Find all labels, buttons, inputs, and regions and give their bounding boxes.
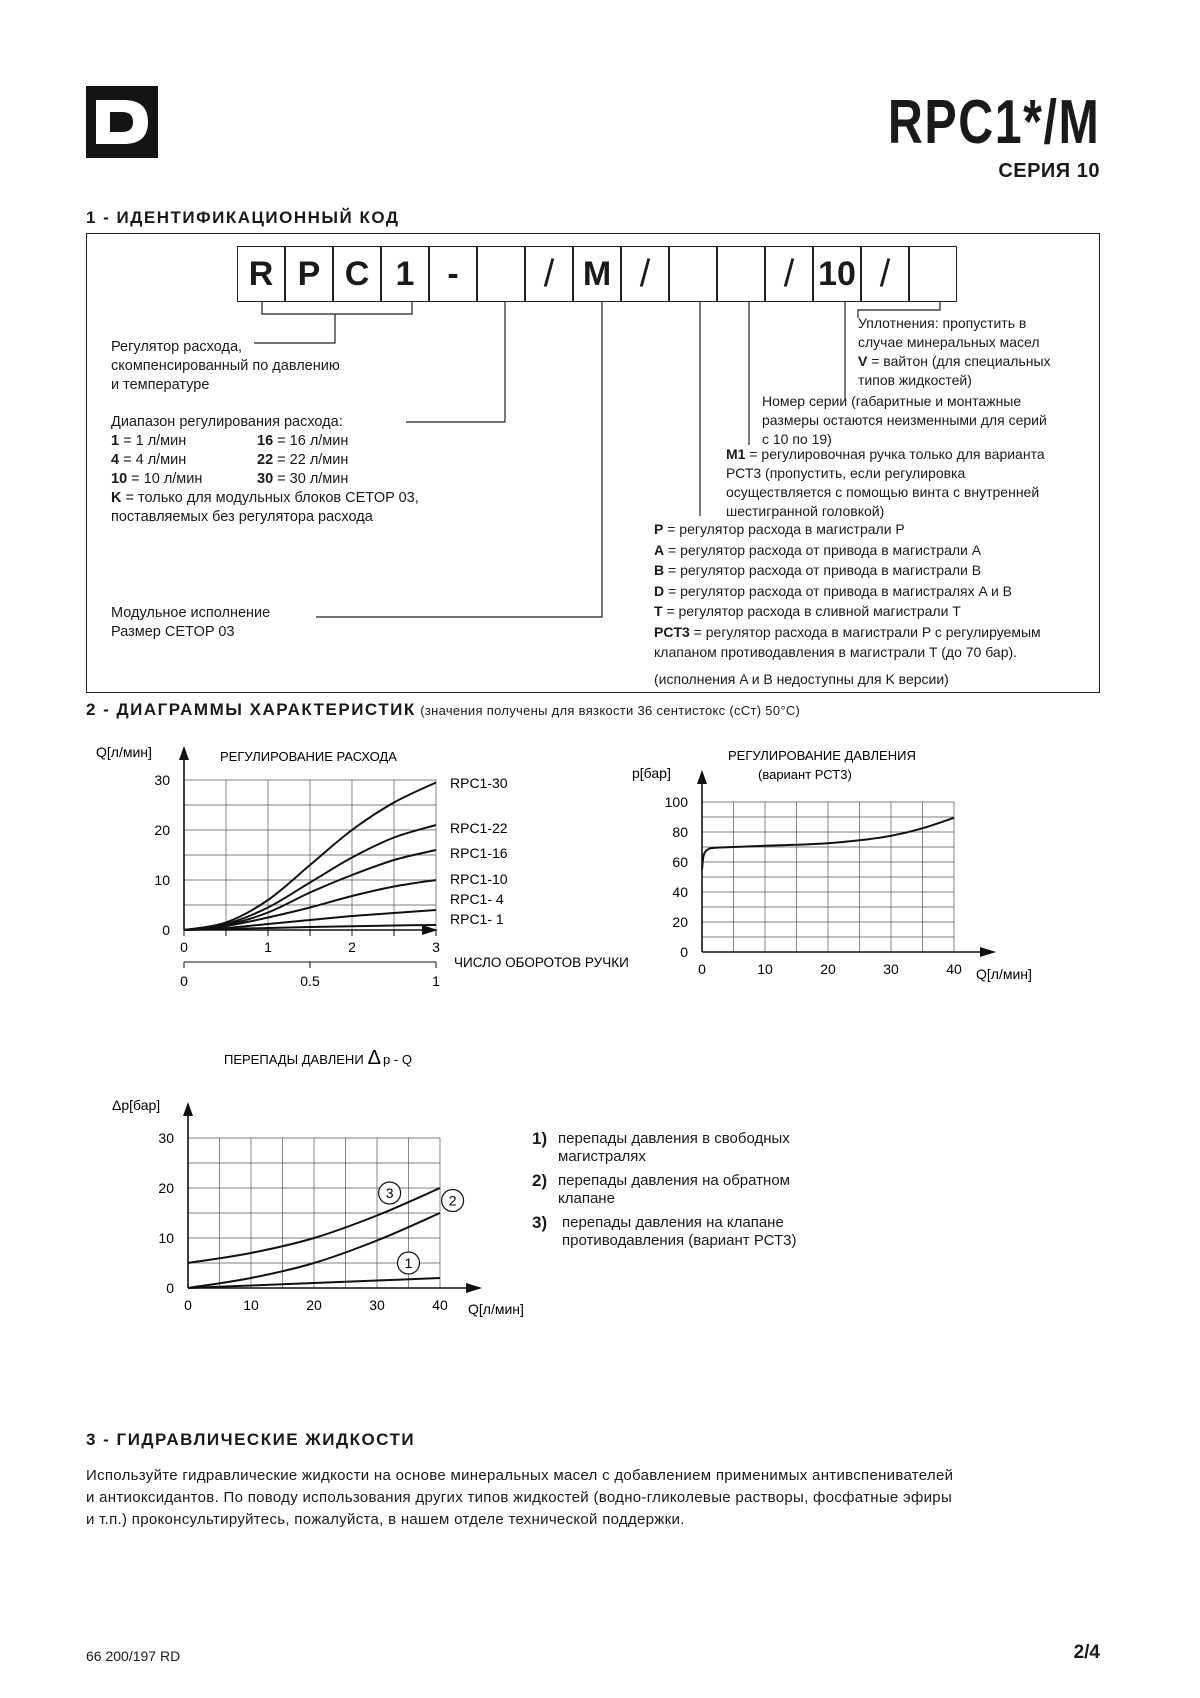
series-label: RPC1-10	[450, 871, 508, 887]
chart-title-tail: p - Q	[383, 1052, 412, 1067]
x-tick-label: 20	[306, 1297, 322, 1313]
y-axis-label: p[бар]	[632, 765, 671, 781]
series-marker-label: 2	[448, 1192, 457, 1209]
series-marker-label: 1	[404, 1255, 413, 1271]
y-tick-label: 30	[158, 1130, 174, 1146]
x-tick-label: 1	[264, 939, 272, 955]
x2-tick-label: 0	[180, 973, 188, 989]
series-label: RPC1- 4	[450, 891, 504, 907]
y-axis-arrow	[697, 770, 707, 784]
x-tick-label: 30	[883, 961, 899, 977]
y-tick-label: 0	[162, 922, 170, 938]
pressure-drop-chart	[86, 1048, 566, 1338]
m1-description: M1 = регулировочная ручка только для варианта РСТ3 (пропустить, если регулировка осуществляется с помощью винта с внутренней шестигранной головкой)	[726, 446, 1045, 519]
y-tick-label: 40	[672, 884, 688, 900]
series-label: RPC1- 1	[450, 911, 504, 927]
pressure-drop-legend	[532, 1130, 797, 1250]
series-label: RPC1-16	[450, 845, 508, 861]
x-tick-label: 0	[698, 961, 706, 977]
x-tick-label: 2	[348, 939, 356, 955]
flow-regulation-chart	[86, 735, 686, 995]
code-cell: P	[285, 246, 333, 302]
series-label: RPC1-30	[450, 775, 508, 791]
series-number-description: Номер серии (габаритные и монтажные размеры остаются неизменными для серий с 10 по 19)	[762, 393, 1047, 447]
x-axis-label: Q[л/мин]	[976, 966, 1032, 982]
model-title: RPC1*/M	[887, 88, 1100, 157]
x-axis-arrow	[466, 1283, 482, 1293]
y-tick-label: 80	[672, 824, 688, 840]
document-code: 66 200/197 RD	[86, 1648, 181, 1664]
y-tick-label: 100	[664, 794, 688, 810]
x-tick-label: 3	[432, 939, 440, 955]
y-tick-label: 0	[680, 944, 688, 960]
x-axis-label: Q[л/мин]	[468, 1301, 524, 1317]
x-axis-arrow	[980, 947, 996, 957]
y-tick-label: 20	[158, 1180, 174, 1196]
code-cell: -	[429, 246, 477, 302]
y-tick-label: 60	[672, 854, 688, 870]
code-cell: /	[621, 246, 669, 302]
series-label: RPC1-22	[450, 820, 508, 836]
seals-description: Уплотнения: пропустить в случае минеральных масел V = вайтон (для специальных типов жидкостей)	[858, 315, 1051, 388]
x-tick-label: 0	[184, 1297, 192, 1313]
x2-tick-label: 1	[432, 973, 440, 989]
chart-title: РЕГУЛИРОВАНИЕ ДАВЛЕНИЯ	[728, 748, 916, 763]
code-cell: /	[861, 246, 909, 302]
code-cell: /	[525, 246, 573, 302]
y-axis-label: Δp[бар]	[112, 1097, 161, 1113]
pressure-regulation-chart	[620, 740, 1110, 1000]
x-tick-label: 30	[369, 1297, 385, 1313]
code-cell: 10	[813, 246, 861, 302]
section2-title: 2 - ДИАГРАММЫ ХАРАКТЕРИСТИК	[86, 700, 416, 719]
fluids-paragraph: Используйте гидравлические жидкости на основе минеральных масел с добавлением применимых антивспенивателей и антиоксидантов. По поводу использования других типов жидкостей (водно-гликолевые растворы, фосфатные эфиры и т.п.) проконсультируйтесь, пожалуйста, в нашем отделе технической поддержки.	[86, 1467, 954, 1528]
y-tick-label: 30	[154, 772, 170, 788]
x-tick-label: 0	[180, 939, 188, 955]
legend-item-2: 2) перепады давления на обратном клапане	[532, 1171, 790, 1207]
code-cell: R	[237, 246, 285, 302]
variants-description: P = регулятор расхода в магистрали P A = регулятор расхода от привода в магистрали A B = регулятор расхода от привода в магистрали B D = регулятор расхода от привода в магистралях A и B T = регулятор расхода в сливной магистрали T PCT3 = регулятор расхода в магистрали P с регулируемым клапаном противодавления в магистрали T (до 70 бар). (исполнения A и B недоступны для K версии)	[654, 521, 1041, 687]
code-cell: M	[573, 246, 621, 302]
section1-title: 1 - ИДЕНТИФИКАЦИОННЫЙ КОД	[86, 208, 400, 227]
code-cell: 1	[381, 246, 429, 302]
chart-title-symbol: Δ	[367, 1048, 382, 1069]
x-tick-label: 40	[946, 961, 962, 977]
page-number: 2/4	[1073, 1642, 1100, 1663]
section2-note: (значения получены для вязкости 36 сентистокс (cCт) 50°C)	[420, 703, 801, 718]
y-axis-arrow	[183, 1102, 193, 1116]
code-cell: /	[765, 246, 813, 302]
y-axis-arrow	[179, 746, 189, 760]
chart-subtitle: (вариант РСТ3)	[758, 767, 852, 782]
series-marker-label: 3	[385, 1185, 394, 1201]
series-label: СЕРИЯ 10	[998, 160, 1100, 182]
chart-title-text: ПЕРЕПАДЫ ДАВЛЕНИ	[224, 1052, 364, 1067]
x-tick-label: 10	[757, 961, 773, 977]
y-tick-label: 20	[154, 822, 170, 838]
legend-item-3: 3) перепады давления на клапане противодавления (вариант РСТ3)	[532, 1213, 797, 1249]
section3-title: 3 - ГИДРАВЛИЧЕСКИЕ ЖИДКОСТИ	[86, 1430, 416, 1449]
y-tick-label: 20	[672, 914, 688, 930]
chart-title	[224, 1048, 412, 1069]
modular-description: Модульное исполнение Размер CETOP 03	[111, 605, 271, 640]
section2-heading	[86, 700, 800, 720]
code-cell: C	[333, 246, 381, 302]
x-tick-label: 20	[820, 961, 836, 977]
x-axis-label: ЧИСЛО ОБОРОТОВ РУЧКИ	[454, 955, 629, 970]
legend-item-1: 1) перепады давления в свободных магистралях	[532, 1129, 790, 1165]
y-tick-label: 10	[158, 1230, 174, 1246]
y-tick-label: 0	[166, 1280, 174, 1296]
x-tick-label: 10	[243, 1297, 259, 1313]
chart-title: РЕГУЛИРОВАНИЕ РАСХОДА	[220, 749, 397, 764]
regulator-description: Регулятор расхода, скомпенсированный по давлению и температуре	[111, 339, 340, 393]
x-tick-label: 40	[432, 1297, 448, 1313]
y-tick-label: 10	[154, 872, 170, 888]
y-axis-label: Q[л/мин]	[96, 744, 152, 760]
x2-tick-label: 0.5	[300, 973, 320, 989]
range-description: Диапазон регулирования расхода: 1 = 1 л/мин 16 = 16 л/мин 4 = 4 л/мин 22 = 22 л/мин 10 = 10 л/мин 30 = 30 л/мин K = только для модульных блоков CETOP 03, поставляемых без регулятора расхода	[111, 414, 419, 525]
